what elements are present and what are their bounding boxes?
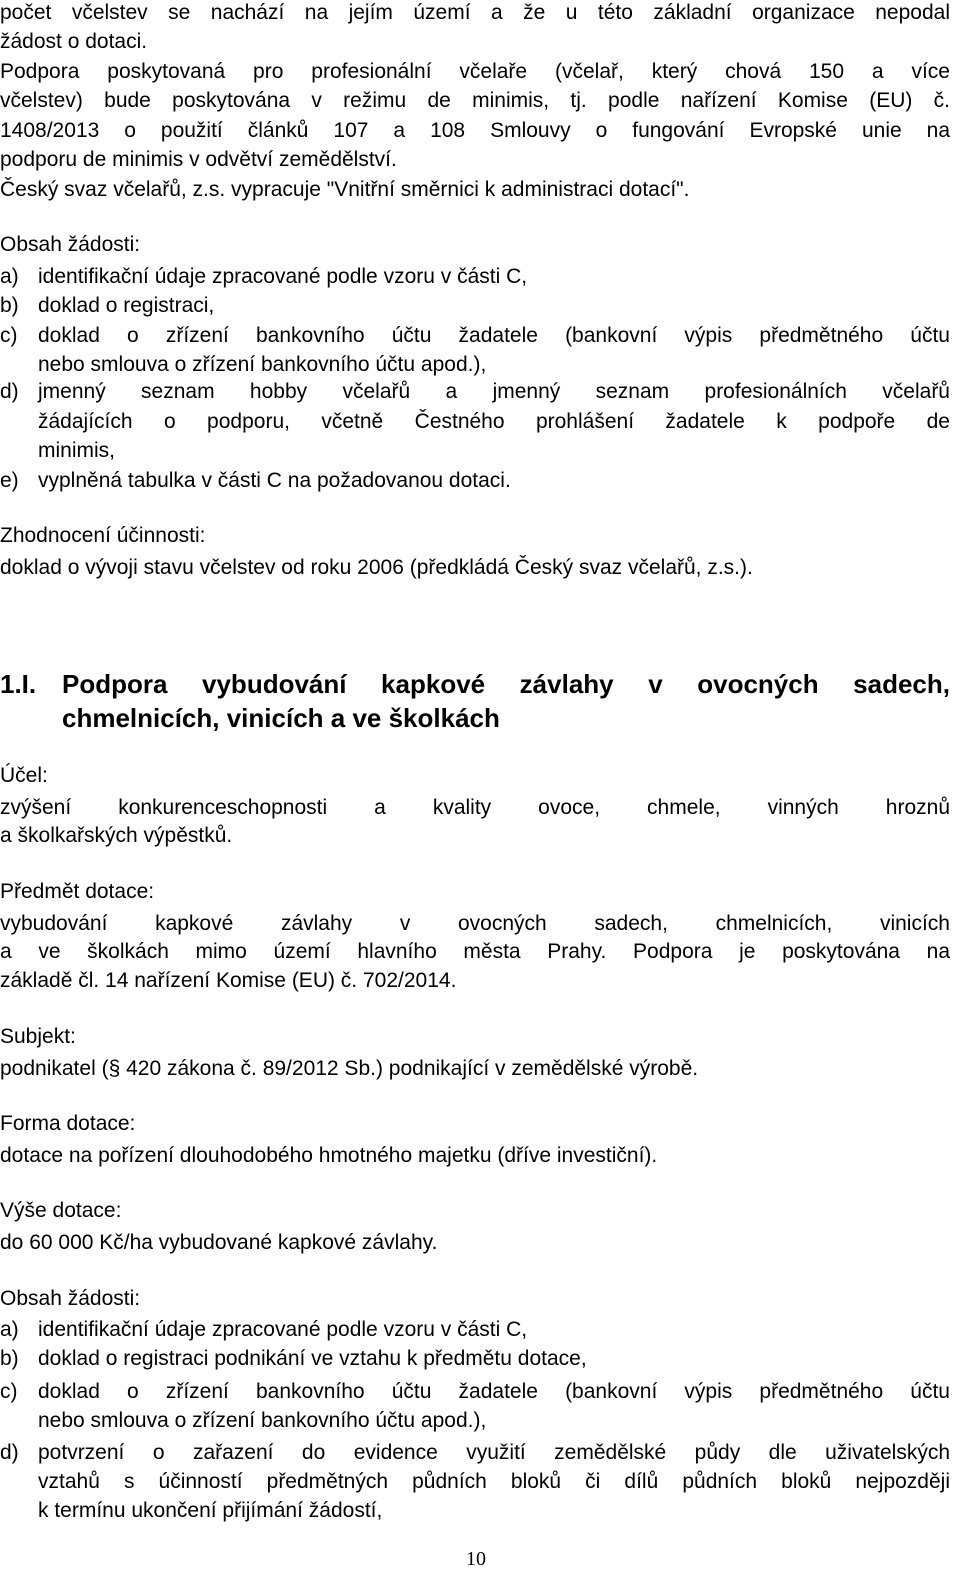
section-heading: Zhodnocení účinnosti: <box>0 524 206 547</box>
section-title-continued: chmelnicích, vinicích a ve školkách <box>62 703 500 733</box>
list-item-continued: k termínu ukončení přijímání žádostí, <box>38 1499 383 1522</box>
section-heading: Účel: <box>0 764 48 787</box>
list-label: c) <box>0 1380 18 1403</box>
paragraph-line: a školkařských výpěstků. <box>0 824 233 847</box>
paragraph: doklad o vývoji stavu včelstev od roku 2006 (předkládá Český svaz včelařů, z.s.). <box>0 556 753 579</box>
paragraph: dotace na pořízení dlouhodobého hmotného majetku (dříve investiční). <box>0 1144 658 1167</box>
paragraph <box>0 1056 698 1082</box>
list-item: potvrzení o zařazení do evidence využití zemědělské půdy dle uživatelských <box>38 1441 950 1464</box>
section-heading: Výše dotace: <box>0 1199 122 1222</box>
section-heading: Předmět dotace: <box>0 880 155 903</box>
paragraph-line: vybudování kapkové závlahy v ovocných sadech, chmelnicích, vinicích <box>0 912 950 935</box>
list-item: doklad o registraci, <box>38 294 215 317</box>
intro-line-3: Podpora poskytovaná pro profesionální včelaře (včelař, který chová 150 a více <box>0 60 950 83</box>
list-item: vyplněná tabulka v části C na požadovanou dotaci. <box>38 469 511 492</box>
list-item: identifikační údaje zpracované podle vzoru v části C, <box>38 265 528 288</box>
list-label: b) <box>0 1347 19 1370</box>
subjekt-pre: podnikatel ( <box>0 1057 109 1080</box>
list-item-continued: nebo smlouva o zřízení bankovního účtu apod.), <box>38 1409 487 1432</box>
list-label: a) <box>0 1318 19 1341</box>
list-item: jmenný seznam hobby včelařů a jmenný seznam profesionálních včelařů <box>38 380 950 403</box>
list-label: d) <box>0 1441 19 1464</box>
section-heading: Obsah žádosti: <box>0 1287 141 1310</box>
intro-line-2: žádost o dotaci. <box>0 30 148 53</box>
list-label: a) <box>0 265 19 288</box>
list-item: doklad o zřízení bankovního účtu žadatele (bankovní výpis předmětného účtu <box>38 324 950 347</box>
list-item-continued: vztahů s účinností předmětných půdních bloků či dílů půdních bloků nejpozději <box>38 1470 950 1493</box>
list-label: c) <box>0 324 18 347</box>
intro-line-7: Český svaz včelařů, z.s. vypracuje "Vnitřní směrnici k administraci dotací". <box>0 178 690 201</box>
page-number: 10 <box>466 1548 486 1570</box>
list-item-continued: minimis, <box>38 439 115 462</box>
subjekt-post: 420 zákona č. 89/2012 Sb.) podnikající v zemědělské výrobě. <box>120 1057 699 1080</box>
section-heading: Obsah žádosti: <box>0 233 141 256</box>
section-number: 1.I. <box>0 669 37 699</box>
paragraph-line: zvýšení konkurenceschopnosti a kvality ovoce, chmele, vinných hroznů <box>0 796 950 819</box>
list-item: identifikační údaje zpracované podle vzoru v části C, <box>38 1318 528 1341</box>
list-label: d) <box>0 380 19 403</box>
intro-line-5: 1408/2013 o použití článků 107 a 108 Smlouvy o fungování Evropské unie na <box>0 119 950 142</box>
list-item: doklad o zřízení bankovního účtu žadatele (bankovní výpis předmětného účtu <box>38 1380 950 1403</box>
list-label: b) <box>0 294 19 317</box>
intro-line-4: včelstev) bude poskytována v režimu de minimis, tj. podle nařízení Komise (EU) č. <box>0 89 950 112</box>
list-label: e) <box>0 469 19 492</box>
section-sign: § <box>108 1057 121 1080</box>
section-heading: Forma dotace: <box>0 1112 136 1135</box>
list-item-continued: žádajících o podporu, včetně Čestného prohlášení žadatele k podpoře de <box>38 410 950 433</box>
list-item-continued: nebo smlouva o zřízení bankovního účtu apod.), <box>38 353 487 376</box>
intro-line-6: podporu de minimis v odvětví zemědělství. <box>0 148 397 171</box>
section-title: Podpora vybudování kapkové závlahy v ovocných sadech, <box>62 669 950 699</box>
list-item: doklad o registraci podnikání ve vztahu k předmětu dotace, <box>38 1347 587 1370</box>
paragraph-line: a ve školkách mimo území hlavního města Prahy. Podpora je poskytována na <box>0 940 950 963</box>
intro-line-1: počet včelstev se nachází na jejím území a že u této základní organizace nepodal <box>0 1 950 24</box>
paragraph-line: základě čl. 14 nařízení Komise (EU) č. 702/2014. <box>0 969 457 992</box>
paragraph: do 60 000 Kč/ha vybudované kapkové závlahy. <box>0 1231 438 1254</box>
section-heading: Subjekt: <box>0 1025 76 1048</box>
